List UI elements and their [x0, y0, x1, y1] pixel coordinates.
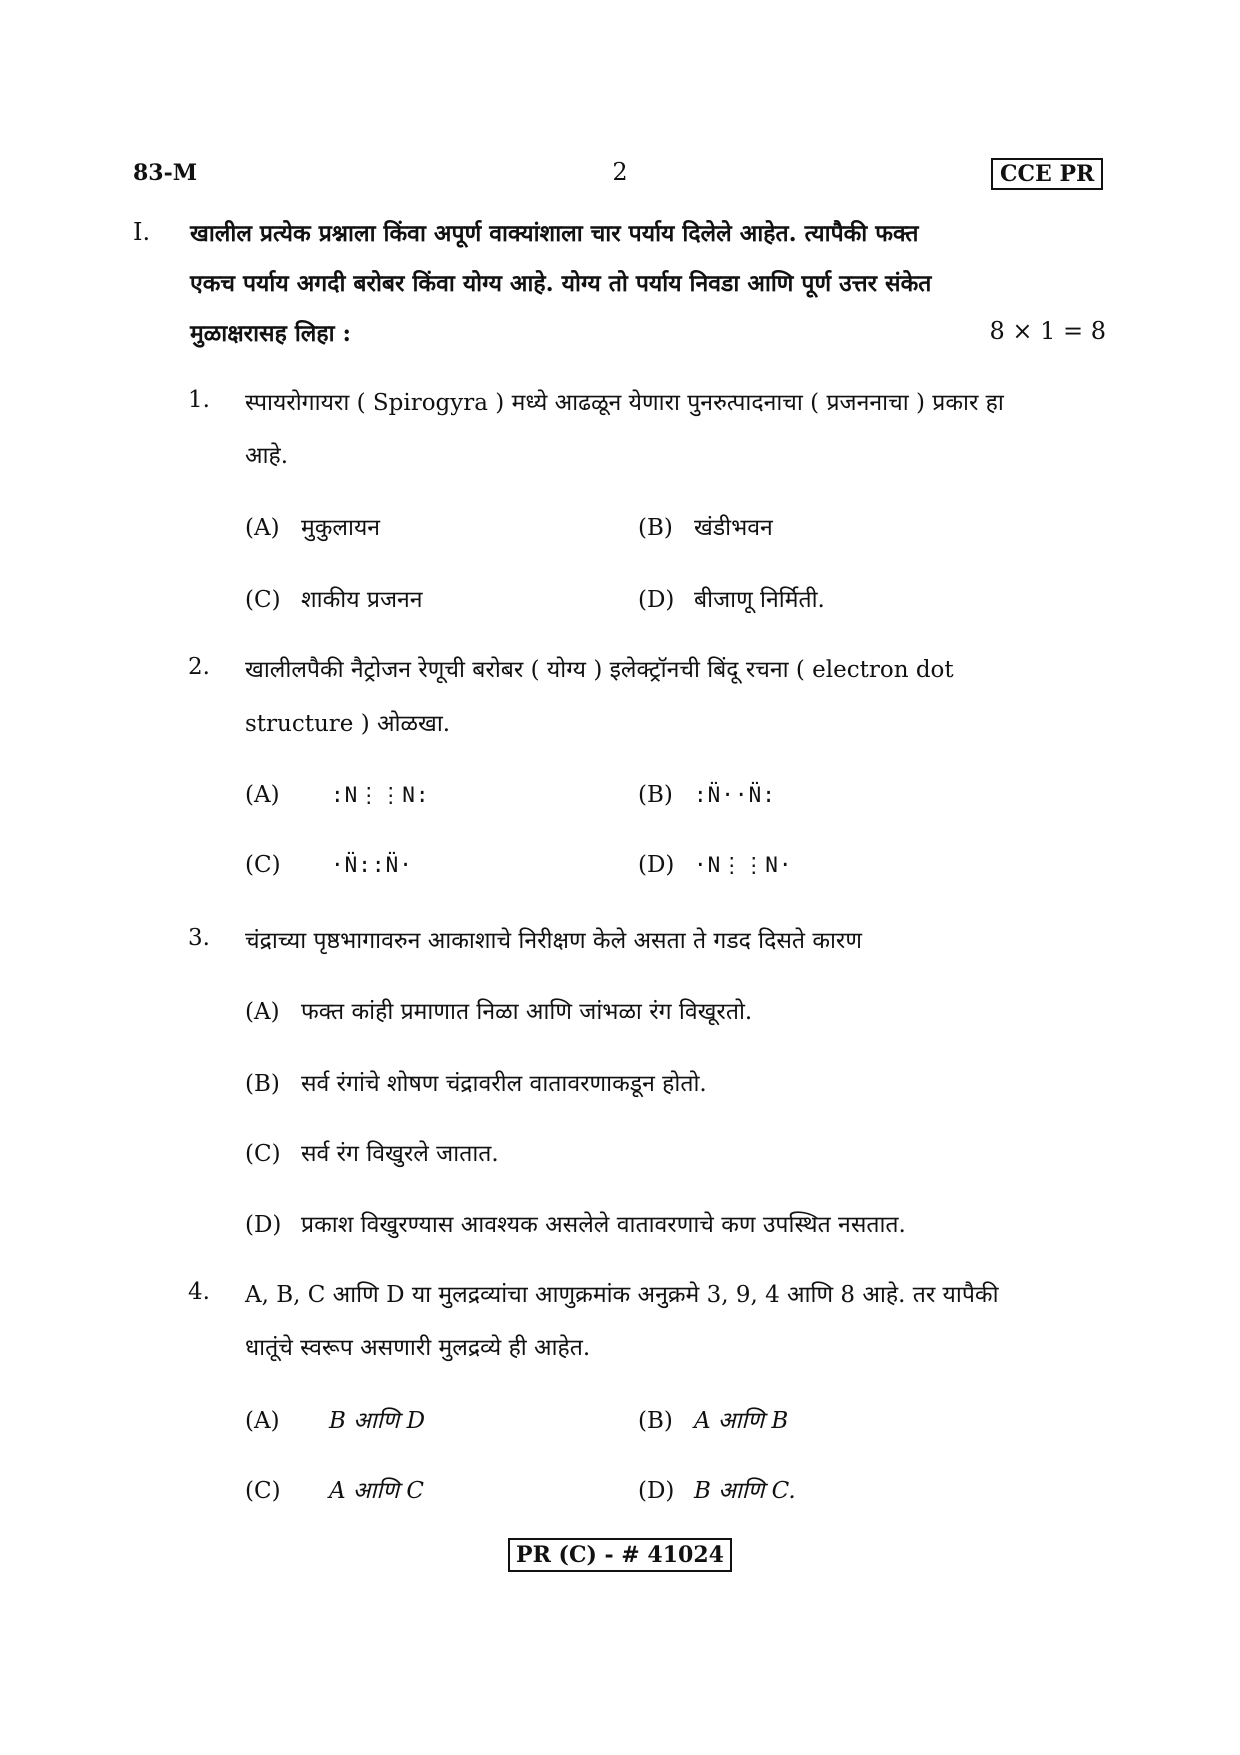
option-c [245, 852, 413, 878]
option-label: (B) [638, 1408, 673, 1434]
exam-badge: CCE PR [991, 158, 1103, 190]
footer [0, 1538, 1240, 1572]
section-instruction-line: एकच पर्याय अगदी बरोबर किंवा योग्य आहे. योग्य तो पर्याय निवडा आणि पूर्ण उत्तर संकेत [190, 270, 932, 297]
option-label: (B) [245, 1071, 280, 1097]
option-text: मुकुलायन [301, 515, 381, 541]
option-label: (A) [245, 999, 280, 1025]
question-text: खालीलपैकी नैट्रोजन रेणूची बरोबर ( योग्य ) इलेक्ट्रॉनची बिंदू रचना ( electron dot [245, 657, 954, 683]
option-label: (B) [638, 782, 673, 808]
option-text: B आणि D [329, 1408, 426, 1434]
option-label: (A) [245, 1408, 280, 1434]
footer-code: PR (C) - # 41024 [508, 1538, 732, 1572]
option-b [638, 782, 776, 808]
option-a [245, 1403, 425, 1435]
option-text: ·N̈::N̈· [331, 853, 413, 877]
section-marks: 8 × 1 = 8 [989, 317, 1106, 345]
question-number: 1. [188, 387, 210, 413]
option-label: (D) [638, 587, 675, 613]
option-text: बीजाणू निर्मिती. [694, 587, 825, 613]
option-b [638, 1403, 788, 1435]
option-c [245, 1136, 499, 1168]
option-label: (C) [245, 1478, 281, 1504]
page-number: 2 [612, 158, 628, 186]
question-text: धातूंचे स्वरूप असणारी मुलद्रव्ये ही आहेत. [245, 1335, 591, 1361]
option-label: (D) [638, 852, 675, 878]
option-label: (A) [245, 515, 280, 541]
option-text: खंडीभवन [694, 515, 773, 541]
option-d [638, 852, 793, 878]
option-text: सर्व रंग विखुरले जातात. [301, 1141, 499, 1167]
option-text: शाकीय प्रजनन [301, 587, 423, 613]
option-label: (A) [245, 782, 280, 808]
section-number: I. [133, 218, 151, 246]
option-text: B आणि C. [694, 1478, 796, 1504]
option-text: फक्त कांही प्रमाणात निळा आणि जांभळा रंग विखूरतो. [301, 999, 753, 1025]
option-text: सर्व रंगांचे शोषण चंद्रावरील वातावरणाकडून होतो. [301, 1071, 707, 1097]
option-text: ·N⋮⋮N· [694, 853, 793, 877]
option-text: A आणि C [329, 1478, 424, 1504]
option-d [245, 1207, 906, 1239]
option-label: (C) [245, 852, 281, 878]
option-label: (D) [638, 1478, 675, 1504]
option-b [638, 510, 773, 542]
option-c [245, 1473, 424, 1505]
option-d [638, 582, 825, 614]
option-label: (D) [245, 1212, 282, 1238]
question-number: 3. [188, 925, 210, 951]
question-text: स्पायरोगायरा ( Spirogyra ) मध्ये आढळून येणारा पुनरुत्पादनाचा ( प्रजननाचा ) प्रकार हा [245, 390, 1004, 416]
question-number: 2. [188, 654, 210, 680]
option-text: प्रकाश विखुरण्यास आवश्यक असलेले वातावरणाचे कण उपस्थित नसतात. [301, 1212, 906, 1238]
question-text: structure ) ओळखा. [245, 711, 451, 737]
option-a [245, 994, 752, 1026]
paper-code: 83-M [133, 160, 198, 186]
option-label: (C) [245, 587, 281, 613]
option-a [245, 510, 380, 542]
option-text: :N̈··N̈: [694, 783, 776, 807]
question-number: 4. [188, 1279, 210, 1305]
option-a [245, 782, 430, 808]
option-d [638, 1473, 796, 1505]
option-b [245, 1066, 707, 1098]
section-instruction-line: मुळाक्षरासह लिहा : [190, 320, 352, 347]
option-c [245, 582, 423, 614]
question-text: A, B, C आणि D या मुलद्रव्यांचा आणुक्रमांक अनुक्रमे 3, 9, 4 आणि 8 आहे. तर यापैकी [245, 1282, 999, 1308]
question-text: आहे. [245, 443, 289, 469]
option-text: A आणि B [694, 1408, 789, 1434]
question-text: चंद्राच्या पृष्ठभागावरुन आकाशाचे निरीक्षण केले असता ते गडद दिसते कारण [245, 928, 862, 954]
section-instruction-line: खालील प्रत्येक प्रश्नाला किंवा अपूर्ण वाक्यांशाला चार पर्याय दिलेले आहेत. त्यापैकी फक्त [190, 220, 919, 247]
option-label: (B) [638, 515, 673, 541]
option-text: :N⋮⋮N: [331, 783, 430, 807]
option-label: (C) [245, 1141, 281, 1167]
